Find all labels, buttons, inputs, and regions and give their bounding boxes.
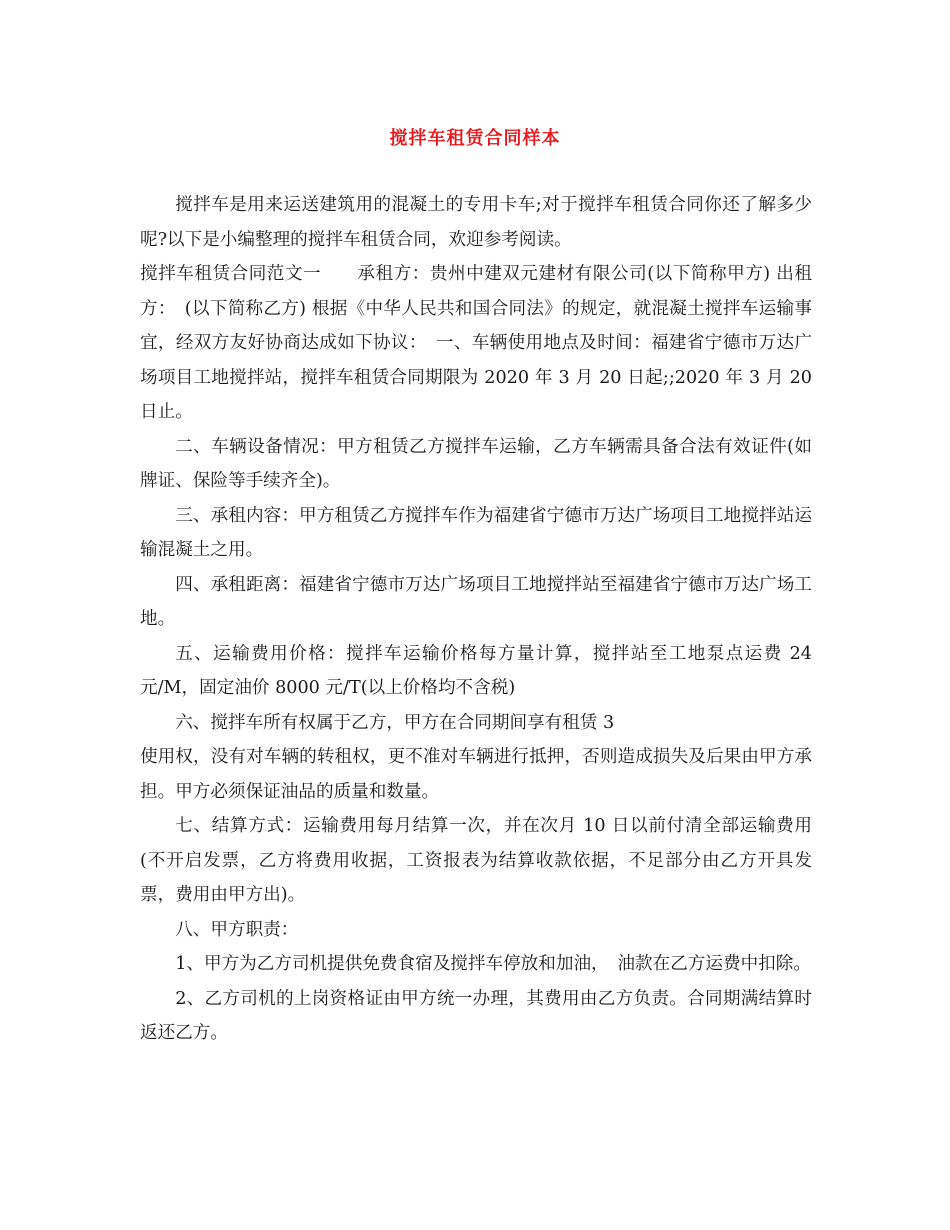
paragraph: 四、承租距离：福建省宁德市万达广场项目工地搅拌站至福建省宁德市万达广场工地。 [140, 574, 812, 629]
paragraph: 二、车辆设备情况：甲方租赁乙方搅拌车运输，乙方车辆需具备合法有效证件(如牌证、保险等手续齐全)。 [140, 436, 812, 491]
paragraph: 搅拌车是用来运送建筑用的混凝土的专用卡车;对于搅拌车租赁合同你还了解多少呢?以下是小编整理的搅拌车租赁合同，欢迎参考阅读。 [140, 195, 812, 250]
paragraph: 搅拌车租赁合同范文一 承租方：贵州中建双元建材有限公司(以下简称甲方) 出租方： (以下简称乙方) 根据《中华人民共和国合同法》的规定，就混凝土搅拌车运输事宜，经双方友好协商达成如下协议： 一、车辆使用地点及时间：福建省宁德市万达广场项目工地搅拌站，搅拌车租赁合同期限为 2020 年 3 月 20 日起;;2020 年 3 月 20 日止。 [140, 264, 812, 422]
document-title: 搅拌车租赁合同样本 [389, 128, 561, 149]
document-body [140, 188, 812, 1051]
paragraph: 七、结算方式：运输费用每月结算一次，并在次月 10 日以前付清全部运输费用(不开启发票，乙方将费用收据，工资报表为结算收款依据，不足部分由乙方开具发票，费用由甲方出)。 [140, 816, 812, 905]
paragraph: 五、运输费用价格：搅拌车运输价格每方量计算，搅拌站至工地泵点运费 24 元/M，固定油价 8000 元/T(以上价格均不含税) [140, 643, 812, 698]
paragraph: 三、承租内容：甲方租赁乙方搅拌车作为福建省宁德市万达广场项目工地搅拌站运输混凝土之用。 [140, 505, 812, 560]
paragraph: 2、乙方司机的上岗资格证由甲方统一办理，其费用由乙方负责。合同期满结算时返还乙方。 [140, 988, 812, 1043]
paragraph: 1、甲方为乙方司机提供免费食宿及搅拌车停放和加油， 油款在乙方运费中扣除。 [175, 954, 811, 974]
paragraph: 八、甲方职责： [175, 919, 299, 940]
paragraph: 使用权，没有对车辆的转租权，更不准对车辆进行抵押，否则造成损失及后果由甲方承担。甲方必须保证油品的质量和数量。 [140, 747, 812, 802]
paragraph: 六、搅拌车所有权属于乙方，甲方在合同期间享有租赁 3 [175, 712, 615, 733]
